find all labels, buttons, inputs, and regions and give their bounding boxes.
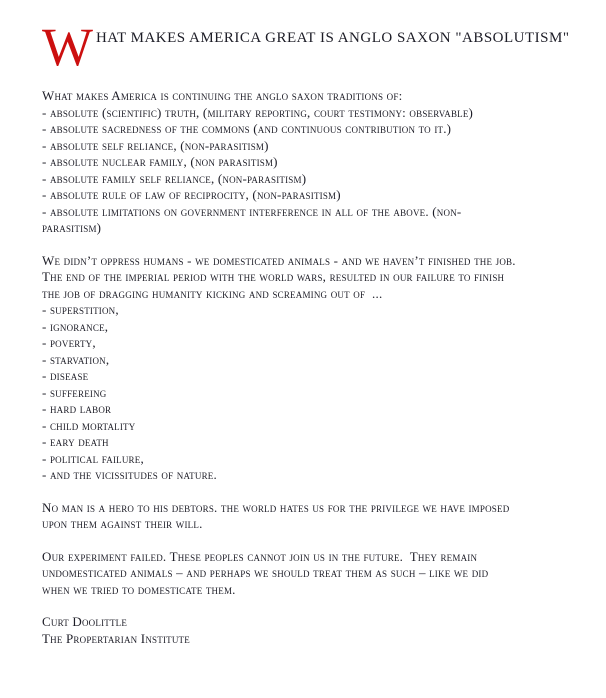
domestication-paragraph: [42, 253, 594, 484]
text-line: - political failure,: [42, 450, 144, 466]
document-body: [42, 88, 594, 647]
text-line: - absolute family self reliance, (non-parasitism): [42, 170, 307, 186]
text-line: Curt Doolittle: [42, 614, 128, 629]
text-line: - absolute (scientific) truth, (military reporting, court testimony: observable): [42, 104, 474, 120]
dropcap-letter: W: [42, 17, 93, 77]
text-line: - absolute sacredness of the commons (and continuous contribution to it.): [42, 121, 452, 136]
text-line: - absolute rule of law of reciprocity, (non-parasitism): [42, 187, 341, 202]
text-line: parasitism): [42, 220, 102, 235]
text-line: - absolute nuclear family, (non parasitism): [42, 154, 278, 169]
text-line: - hard labor: [42, 401, 112, 416]
text-line: - poverty,: [42, 335, 96, 350]
text-line: - disease: [42, 368, 89, 383]
document-header: [42, 17, 594, 77]
text-line: The Propertarian Institute: [42, 630, 190, 646]
signature-block: [42, 614, 594, 647]
text-line: - eary death: [42, 434, 109, 449]
text-line: - ignorance,: [42, 318, 109, 334]
text-line: - absolute self reliance, (non-parasitism): [42, 137, 269, 153]
text-line: - starvation,: [42, 351, 110, 367]
experiment-paragraph: [42, 549, 594, 599]
page-title: HAT MAKES AMERICA GREAT IS ANGLO SAXON "ABSOLUTISM": [95, 30, 570, 46]
text-line: - superstition,: [42, 302, 119, 317]
text-line: - child mortality: [42, 417, 136, 433]
text-line: The end of the imperial period with the world wars, resulted in our failure to finish: [42, 269, 505, 284]
text-line: undomesticated animals – and perhaps we should treat them as such – like we did: [42, 565, 489, 580]
text-line: upon them against their will.: [42, 516, 203, 531]
text-line: We didn’t oppress humans - we domesticated animals - and we haven’t finished the job.: [42, 252, 516, 268]
text-line: the job of dragging humanity kicking and screaming out of ...: [42, 285, 383, 301]
text-line: - suffereing: [42, 384, 107, 400]
text-line: Our experiment failed. These peoples cannot join us in the future. They remain: [42, 548, 478, 564]
text-line: What makes America is continuing the anglo saxon traditions of:: [42, 88, 403, 103]
text-line: - absolute limitations on government interference in all of the above. (non-: [42, 203, 462, 219]
debtors-paragraph: [42, 500, 594, 533]
traditions-list: [42, 88, 594, 237]
text-line: No man is a hero to his debtors. the world hates us for the privilege we have imposed: [42, 499, 510, 515]
text-line: when we tried to domesticate them.: [42, 581, 236, 597]
text-line: - and the vicissitudes of nature.: [42, 467, 217, 482]
